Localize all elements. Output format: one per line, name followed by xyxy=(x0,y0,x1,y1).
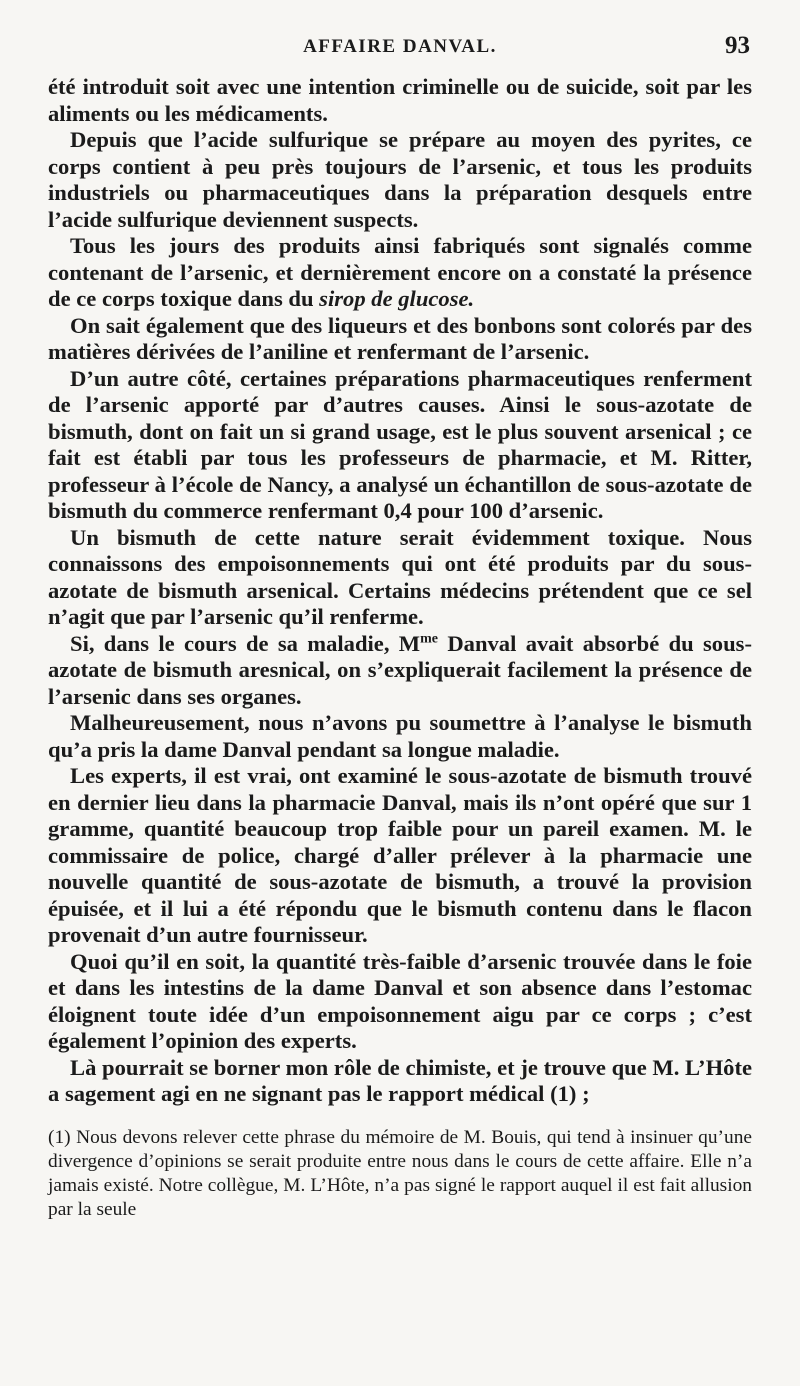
paragraph: Là pourrait se borner mon rôle de chimiste, et je trouve que M. L’Hôte a sagement agi en ne signant pas le rapport médical (1) ; xyxy=(48,1054,752,1106)
paragraph-text: Si, dans le cours de sa maladie, M xyxy=(70,630,421,656)
paragraph xyxy=(48,233,752,313)
paragraph: Un bismuth de cette nature serait évidemment toxique. Nous connaissons des empoisonnements qui ont été produits par du sous-azotate de bismuth arsenical. Certains médecins prétendent que ce sel n’agit que par l’arsenic qu’il renferme. xyxy=(48,524,752,629)
paragraph xyxy=(48,631,752,711)
paragraph: Quoi qu’il en soit, la quantité très-faible d’arsenic trouvée dans le foie et dans les intestins de la dame Danval et son absence dans l’estomac éloignent toute idée d’un empoisonnement aigu par ce corps ; c’est également l’opinion des experts. xyxy=(48,948,752,1053)
paragraph: On sait également que des liqueurs et des bonbons sont colorés par des matières dérivées de l’aniline et renfermant de l’arsenic. xyxy=(48,312,752,364)
page-number: 93 xyxy=(725,32,750,59)
running-title: AFFAIRE DANVAL. xyxy=(303,36,497,57)
footnotes xyxy=(48,1126,752,1222)
paragraph-text: Tous les jours des produits ainsi fabriqués sont signalés comme contenant de l’arsenic, et dernièrement encore on a constaté la présence de ce corps toxique dans du xyxy=(48,233,752,311)
paragraph: Malheureusement, nous n’avons pu soumettre à l’analyse le bismuth qu’a pris la dame Danval pendant sa longue maladie. xyxy=(48,710,752,762)
paragraph: été introduit soit avec une intention criminelle ou de suicide, soit par les aliments ou les médicaments. xyxy=(48,74,752,126)
paragraph-text: Danval avait absorbé du sous-azotate de bismuth aresnical, on s’expliquerait facilement la présence de l’arsenic dans ses organes. xyxy=(48,630,752,709)
paragraph: D’un autre côté, certaines préparations pharmaceutiques renferment de l’arsenic apporté par d’autres causes. Ainsi le sous-azotate de bismuth, dont on fait un si grand usage, est le plus souvent arsenical ; ce fait est établi par tous les professeurs de pharmacie, et M. Ritter, professeur à l’école de Nancy, a analysé un échantillon de sous-azotate de bismuth du commerce renfermant 0,4 pour 100 d’arsenic. xyxy=(48,365,752,523)
paragraph: Depuis que l’acide sulfurique se prépare au moyen des pyrites, ce corps contient à peu près toujours de l’arsenic, et tous les produits industriels ou pharmaceutiques dans la préparation desquels entre l’acide sulfurique deviennent suspects. xyxy=(48,127,752,232)
paragraph: Les experts, il est vrai, ont examiné le sous-azotate de bismuth trouvé en dernier lieu dans la pharmacie Danval, mais ils n’ont opéré que sur 1 gramme, quantité beaucoup trop faible pour un pareil examen. M. le commissaire de police, chargé d’aller prélever à la pharmacie une nouvelle quantité de sous-azotate de bismuth, a trouvé la provision épuisée, et il lui a été répondu que le bismuth contenu dans le flacon provenait d’un autre fournisseur. xyxy=(48,763,752,947)
body-text xyxy=(48,74,752,1108)
footnote: (1) Nous devons relever cette phrase du mémoire de M. Bouis, qui tend à insinuer qu’une divergence d’opinions se serait produite entre nous dans le cours de cette affaire. Elle n’a jamais existé. Notre collègue, M. L’Hôte, n’a pas signé le rapport auquel il est fait allusion par la seule xyxy=(48,1126,752,1220)
italic-term: sirop de glucose. xyxy=(319,286,475,311)
superscript: me xyxy=(420,630,439,646)
page-header xyxy=(48,30,752,74)
